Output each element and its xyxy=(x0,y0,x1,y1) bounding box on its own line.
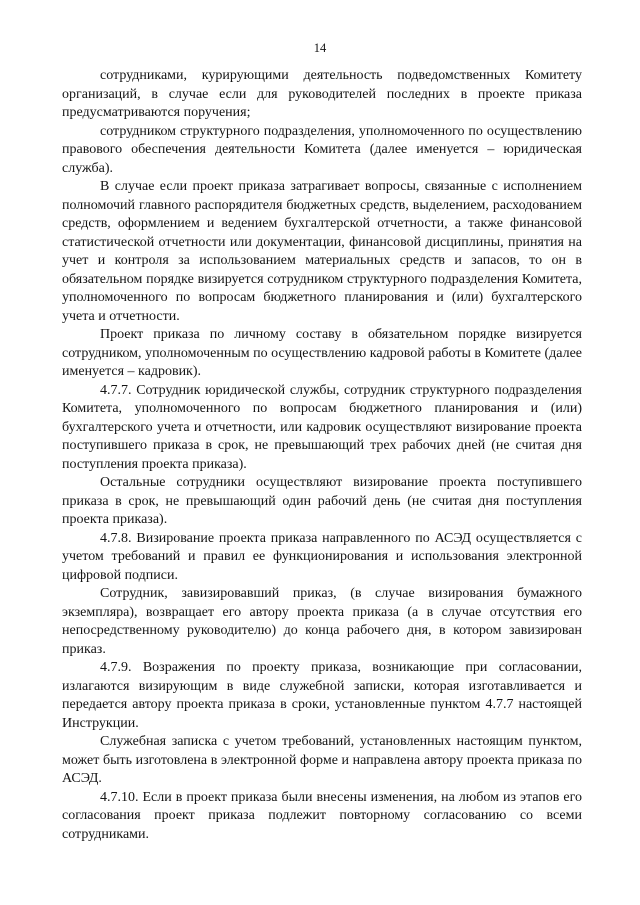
paragraph-4-7-8: 4.7.8. Визирование проекта приказа направленного по АСЭД осуществляется с учетом требований и правил ее функционирования и использования электронной цифровой подписи. xyxy=(62,530,582,583)
page-number: 14 xyxy=(313,41,327,55)
paragraph-4-7-9: 4.7.9. Возражения по проекту приказа, возникающие при согласовании, излагаются визирующим в виде служебной записки, которая изготавливается и передается автору проекта приказа в сроки, установленные пунктом 4.7.7 настоящей Инструкции. xyxy=(62,660,582,731)
paragraph-memo: Служебная записка с учетом требований, установленных настоящим пунктом, может быть изготовлена в электронной форме и направлена автору проекта приказа по АСЭД. xyxy=(62,734,582,786)
paragraph-budget-issues: В случае если проект приказа затрагивает вопросы, связанные с исполнением полномочий главного распорядителя бюджетных средств, выделением, расходованием средств, оформлением и ведением бухгалтерской отчетности, а также финансовой статистической отчетности или документации, финансовой дисциплины, принятия на учет и контроля за использованием материальных средств и запасов, то он в обязательном порядке визируется сотрудником структурного подразделения Комитета, уполномоченного по вопросам бюджетного планирования и (или) бухгалтерского учета и отчетности. xyxy=(62,179,582,324)
paragraph-4-7-10: 4.7.10. Если в проект приказа были внесены изменения, на любом из этапов его согласования проект приказа подлежит повторному согласованию со всеми сотрудниками. xyxy=(62,789,582,842)
document-body xyxy=(62,67,582,844)
paragraph-other-staff: Остальные сотрудники осуществляют визирование проекта поступившего приказа в срок, не превышающий один рабочий день (не считая дня поступления проекта приказа). xyxy=(62,475,582,527)
paragraph-supervisors: сотрудниками, курирующими деятельность подведомственных Комитету организаций, в случае если для руководителей последних в проекте приказа предусматриваются поручения; xyxy=(62,68,582,120)
paragraph-personnel-order: Проект приказа по личному составу в обязательном порядке визируется сотрудником, уполномоченным по осуществлению кадровой работы в Комитете (далее именуется – кадровик). xyxy=(62,327,582,379)
paragraph-legal-service: сотрудником структурного подразделения, уполномоченного по осуществлению правового обеспечения деятельности Комитета (далее именуется – юридическая служба). xyxy=(62,123,582,176)
paragraph-return-order: Сотрудник, завизировавший приказ, (в случае визирования бумажного экземпляра), возвращает его автору проекта приказа (а в случае отсутствия его непосредственному руководителю) до конца рабочего дня, в котором завизирован приказ. xyxy=(62,586,582,657)
paragraph-4-7-7: 4.7.7. Сотрудник юридической службы, сотрудник структурного подразделения Комитета, уполномоченного по вопросам бюджетного планирования и (или) бухгалтерского учета и отчетности, или кадровик осуществляют визирование проекта поступившего приказа в срок, не превышающий трех рабочих дней (не считая дня поступления проекта приказа). xyxy=(62,382,582,472)
